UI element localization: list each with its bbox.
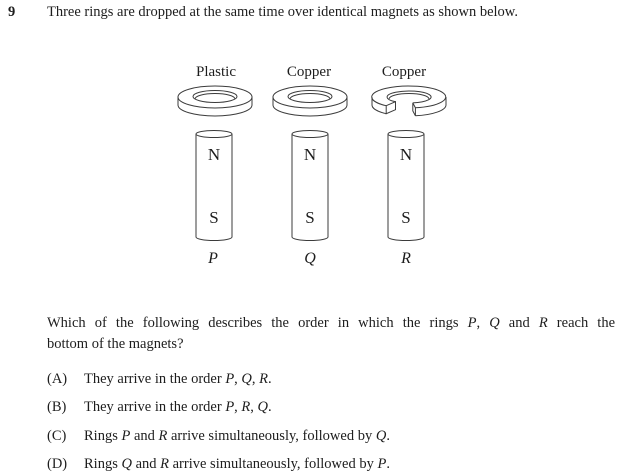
ring-material-label-r: Copper [381,64,427,80]
option-a [47,369,607,390]
option-a-text: They arrive in the order P, Q, R. [84,371,272,387]
column-q [273,64,347,267]
pole-s-label-r: S [401,208,411,227]
ring-material-label-q: Copper [286,64,332,80]
magnet-label-q: Q [304,250,316,267]
copper-ring-solid-icon [273,86,347,116]
ring-material-label-p: Plastic [196,64,236,80]
option-d-label: (D) [47,456,68,472]
pole-n-label-q: N [303,145,317,164]
magnet-r [388,131,424,241]
option-a-label: (A) [47,371,68,387]
magnet-p [196,131,232,241]
magnet-label-r: R [401,250,411,267]
option-b-text: They arrive in the order P, R, Q. [84,399,272,415]
rings-and-magnets-diagram [0,55,625,270]
option-b-label: (B) [47,399,67,415]
pole-s-label-p: S [209,208,219,227]
option-b [47,397,607,418]
plastic-ring-icon [178,86,252,116]
option-c [47,426,607,447]
question-text: Three rings are dropped at the same time over identical magnets as shown below. [47,4,518,20]
prompt-line-2: bottom of the magnets? [47,336,184,352]
question-number: 9 [8,4,16,20]
option-c-label: (C) [47,428,67,444]
copper-ring-split-icon [372,86,446,116]
pole-s-label-q: S [305,208,315,227]
option-d-text: Rings Q and R arrive simultaneously, followed by P. [84,456,390,472]
column-p [178,64,252,267]
option-d [47,454,607,473]
magnet-q [292,131,328,241]
option-c-text: Rings P and R arrive simultaneously, followed by Q. [84,428,390,444]
pole-n-label-r: N [399,145,413,164]
pole-n-label-p: N [207,145,221,164]
column-r [372,64,446,267]
prompt-line-1: Which of the following describes the order in which the rings P, Q and R reach the [47,315,616,331]
magnet-label-p: P [208,250,218,267]
